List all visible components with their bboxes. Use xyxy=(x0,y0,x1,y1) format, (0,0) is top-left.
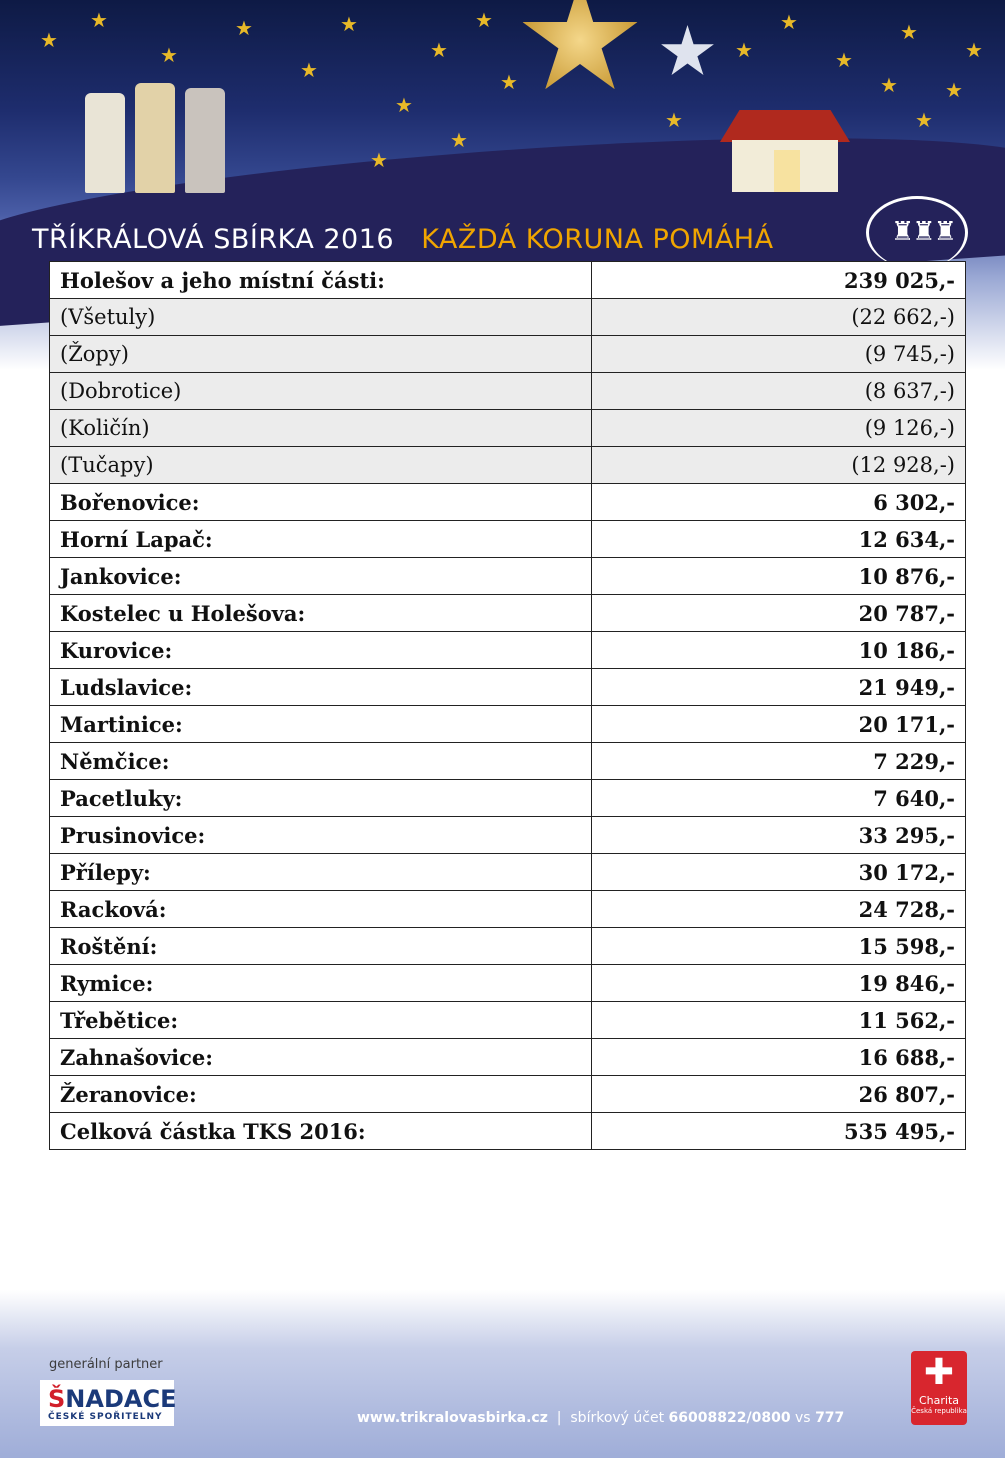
table-row xyxy=(50,817,966,854)
amount-cell: 6 302,- xyxy=(592,484,966,521)
vs-number: 777 xyxy=(815,1410,845,1426)
star-icon: ★ xyxy=(450,128,468,152)
amount-cell: 535 495,- xyxy=(592,1113,966,1150)
amount-cell: 19 846,- xyxy=(592,965,966,1002)
house-door xyxy=(774,150,800,192)
table-row xyxy=(50,521,966,558)
charita-name: Charita xyxy=(918,1394,960,1407)
place-name-cell: (Dobrotice) xyxy=(50,373,592,410)
amount-cell: 26 807,- xyxy=(592,1076,966,1113)
place-name-cell: Rymice: xyxy=(50,965,592,1002)
place-name-cell: Zahnašovice: xyxy=(50,1039,592,1076)
place-name-cell: Žeranovice: xyxy=(50,1076,592,1113)
partner-label: generální partner xyxy=(49,1357,163,1372)
golden-star-icon xyxy=(520,0,640,100)
house-illustration xyxy=(720,110,850,190)
place-name-cell: (Žopy) xyxy=(50,336,592,373)
table-row xyxy=(50,706,966,743)
page-title xyxy=(32,224,774,255)
star-icon: ★ xyxy=(475,8,493,32)
house-roof xyxy=(720,110,850,142)
king-figure xyxy=(185,88,225,193)
place-name-cell: Holešov a jeho místní části: xyxy=(50,262,592,299)
amount-cell: 239 025,- xyxy=(592,262,966,299)
nadace-logo xyxy=(40,1380,177,1426)
amount-cell: 16 688,- xyxy=(592,1039,966,1076)
place-name-cell: Kostelec u Holešova: xyxy=(50,595,592,632)
king-figure xyxy=(135,83,175,193)
nadace-name xyxy=(48,1385,176,1413)
crown-icon: ♜♜♜ xyxy=(891,217,955,247)
place-name-cell: Ludslavice: xyxy=(50,669,592,706)
separator: | xyxy=(556,1410,562,1426)
amount-cell: 20 171,- xyxy=(592,706,966,743)
place-name-cell: Martinice: xyxy=(50,706,592,743)
house-walls xyxy=(732,140,838,192)
table-row xyxy=(50,965,966,1002)
star-icon: ★ xyxy=(835,48,853,72)
amount-cell: 21 949,- xyxy=(592,669,966,706)
nadace-name-text: NADACE xyxy=(65,1385,177,1413)
collection-table xyxy=(49,261,965,1150)
amount-cell: 11 562,- xyxy=(592,1002,966,1039)
place-name-cell: Jankovice: xyxy=(50,558,592,595)
star-icon: ★ xyxy=(40,28,58,52)
kings-logo-icon xyxy=(866,196,968,269)
amount-cell: 20 787,- xyxy=(592,595,966,632)
star-icon: ★ xyxy=(300,58,318,82)
table-row xyxy=(50,336,966,373)
charita-subtitle: Česká republika xyxy=(911,1407,967,1415)
footer-band xyxy=(0,1290,1005,1458)
table-row xyxy=(50,1076,966,1113)
place-name-cell: Němčice: xyxy=(50,743,592,780)
place-name-cell: (Všetuly) xyxy=(50,299,592,336)
star-icon: ★ xyxy=(965,38,983,62)
place-name-cell: Horní Lapač: xyxy=(50,521,592,558)
amount-cell: (9 126,-) xyxy=(592,410,966,447)
star-icon: ★ xyxy=(915,108,933,132)
star-icon: ★ xyxy=(235,16,253,40)
table-row xyxy=(50,780,966,817)
table-row xyxy=(50,262,966,299)
table-row xyxy=(50,484,966,521)
table-row xyxy=(50,632,966,669)
amount-cell: 10 186,- xyxy=(592,632,966,669)
account-number: 66008822/0800 xyxy=(668,1410,791,1426)
place-name-cell: (Količín) xyxy=(50,410,592,447)
star-icon: ★ xyxy=(665,108,683,132)
place-name-cell: Pacetluky: xyxy=(50,780,592,817)
amount-cell: (12 928,-) xyxy=(592,447,966,484)
star-icon: ★ xyxy=(395,93,413,117)
slogan-text: KAŽDÁ KORUNA POMÁHÁ xyxy=(421,224,774,255)
table-row xyxy=(50,595,966,632)
table-row xyxy=(50,1113,966,1150)
place-name-cell: Racková: xyxy=(50,891,592,928)
table-row xyxy=(50,928,966,965)
star-icon: ★ xyxy=(880,73,898,97)
charita-logo xyxy=(911,1351,967,1425)
star-icon: ★ xyxy=(945,78,963,102)
table-row xyxy=(50,891,966,928)
kings-illustration xyxy=(85,68,255,193)
table-row xyxy=(50,743,966,780)
table-row xyxy=(50,299,966,336)
footer-info xyxy=(357,1410,844,1426)
star-icon: ★ xyxy=(430,38,448,62)
results-table xyxy=(49,261,966,1150)
amount-cell: (8 637,-) xyxy=(592,373,966,410)
star-icon: ★ xyxy=(500,70,518,94)
star-icon: ★ xyxy=(90,8,108,32)
place-name-cell: Roštění: xyxy=(50,928,592,965)
website-link[interactable]: www.trikralovasbirka.cz xyxy=(357,1410,548,1426)
amount-cell: 33 295,- xyxy=(592,817,966,854)
amount-cell: 7 640,- xyxy=(592,780,966,817)
amount-cell: 30 172,- xyxy=(592,854,966,891)
nadace-subtitle: ČESKÉ SPOŘITELNY xyxy=(48,1412,163,1422)
place-name-cell: Třebětice: xyxy=(50,1002,592,1039)
table-row xyxy=(50,669,966,706)
table-row xyxy=(50,1002,966,1039)
star-icon: ★ xyxy=(780,10,798,34)
table-row xyxy=(50,373,966,410)
amount-cell: 7 229,- xyxy=(592,743,966,780)
star-icon: ★ xyxy=(900,20,918,44)
place-name-cell: Celková částka TKS 2016: xyxy=(50,1113,592,1150)
charita-cross-icon: ✚ xyxy=(923,1352,955,1393)
place-name-cell: Prusinovice: xyxy=(50,817,592,854)
table-row xyxy=(50,854,966,891)
star-icon: ★ xyxy=(340,12,358,36)
table-row xyxy=(50,558,966,595)
title-text: TŘÍKRÁLOVÁ SBÍRKA 2016 xyxy=(32,224,395,255)
king-figure xyxy=(85,93,125,193)
amount-cell: (22 662,-) xyxy=(592,299,966,336)
amount-cell: 15 598,- xyxy=(592,928,966,965)
table-row xyxy=(50,447,966,484)
place-name-cell: (Tučapy) xyxy=(50,447,592,484)
nadace-s-icon: Š xyxy=(48,1385,66,1413)
amount-cell: (9 745,-) xyxy=(592,336,966,373)
account-label: sbírkový účet xyxy=(570,1410,665,1426)
amount-cell: 24 728,- xyxy=(592,891,966,928)
place-name-cell: Bořenovice: xyxy=(50,484,592,521)
vs-label: vs xyxy=(795,1410,811,1426)
place-name-cell: Kurovice: xyxy=(50,632,592,669)
amount-cell: 12 634,- xyxy=(592,521,966,558)
place-name-cell: Přílepy: xyxy=(50,854,592,891)
table-row xyxy=(50,1039,966,1076)
star-icon: ★ xyxy=(735,38,753,62)
amount-cell: 10 876,- xyxy=(592,558,966,595)
star-icon: ★ xyxy=(160,43,178,67)
white-star-icon xyxy=(660,25,715,80)
star-icon: ★ xyxy=(370,148,388,172)
table-row xyxy=(50,410,966,447)
